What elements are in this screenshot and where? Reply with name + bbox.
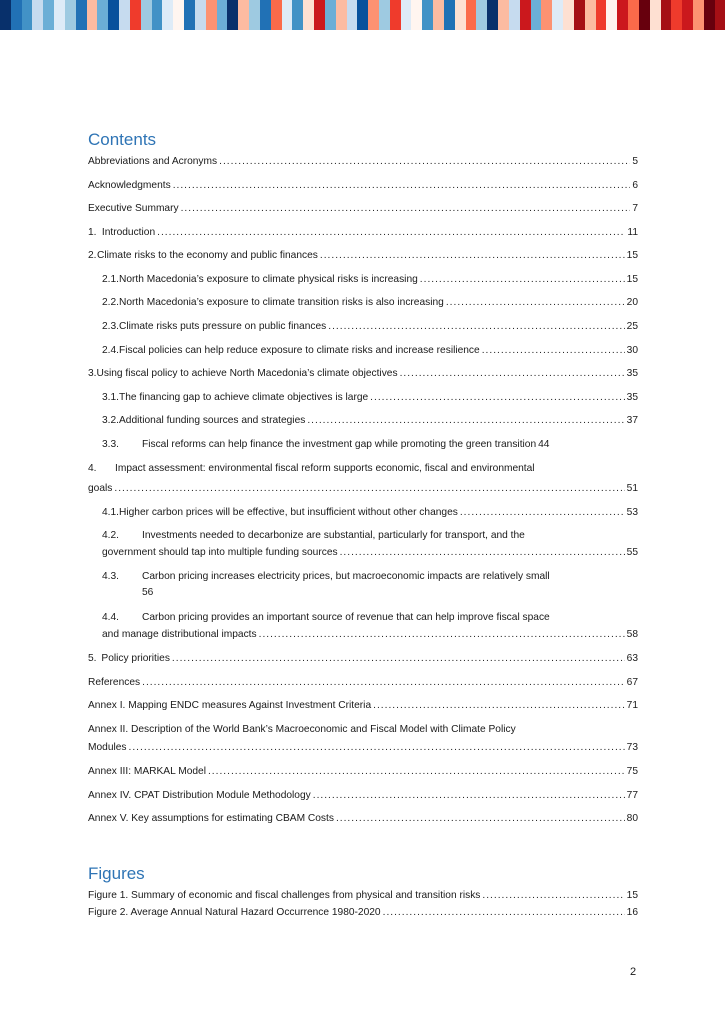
figures-heading: Figures — [88, 864, 145, 883]
toc-entry[interactable]: 3.1. The financing gap to achieve climate objectives is large ..... 35 — [88, 391, 638, 404]
stripe — [379, 0, 390, 30]
stripe — [422, 0, 433, 30]
stripe — [509, 0, 520, 30]
stripe — [162, 0, 173, 30]
stripe — [249, 0, 260, 30]
stripe — [54, 0, 65, 30]
toc-entry[interactable]: References ..... 67 — [88, 676, 638, 689]
toc-entry[interactable]: 2.3. Climate risks puts pressure on public finances ..... 25 — [88, 320, 638, 333]
stripe — [336, 0, 347, 30]
stripe — [43, 0, 54, 30]
stripe — [596, 0, 607, 30]
toc-entry[interactable]: 3.2. Additional funding sources and strategies ..... 37 — [88, 414, 638, 427]
toc-entry[interactable]: Acknowledgments ..... 6 — [88, 179, 638, 192]
toc-entry[interactable]: Annex I. Mapping ENDC measures Against Investment Criteria ..... 71 — [88, 699, 638, 712]
stripe — [574, 0, 585, 30]
stripe — [173, 0, 184, 30]
stripe — [433, 0, 444, 30]
page-number: 2 — [630, 966, 637, 978]
stripe — [292, 0, 303, 30]
stripe — [444, 0, 455, 30]
stripe — [585, 0, 596, 30]
stripe — [617, 0, 628, 30]
stripe — [206, 0, 217, 30]
stripe — [487, 0, 498, 30]
stripe — [563, 0, 574, 30]
stripe — [639, 0, 650, 30]
header-stripes — [0, 0, 725, 30]
stripe — [715, 0, 725, 30]
stripe — [271, 0, 282, 30]
toc-entry[interactable]: government should tap into multiple funding sources ..... 55 — [102, 546, 638, 559]
toc-entry[interactable]: 2. Climate risks to the economy and public finances ..... 15 — [88, 249, 638, 262]
toc-entry-line1[interactable]: 4.2. Investments needed to decarbonize are substantial, particularly for transport, and the — [102, 530, 525, 541]
stripe — [357, 0, 368, 30]
stripe — [217, 0, 228, 30]
stripe — [661, 0, 672, 30]
stripe — [76, 0, 87, 30]
stripe — [401, 0, 412, 30]
toc-entry[interactable]: 3.3. Fiscal reforms can help finance the investment gap while promoting the green transition 44 — [102, 439, 550, 450]
stripe — [606, 0, 617, 30]
stripe — [628, 0, 639, 30]
stripe — [498, 0, 509, 30]
toc-entry-line1[interactable]: Annex II. Description of the World Bank’s Macroeconomic and Fiscal Model with Climate Policy — [88, 724, 516, 735]
stripe — [520, 0, 531, 30]
stripe — [455, 0, 466, 30]
stripe — [368, 0, 379, 30]
toc-entry[interactable]: 2.1. North Macedonia’s exposure to climate physical risks is increasing ..... 15 — [88, 273, 638, 286]
figure-entry[interactable]: Figure 1. Summary of economic and fiscal challenges from physical and transition risks ..... 15 — [88, 889, 638, 902]
stripe — [227, 0, 238, 30]
figure-entry[interactable]: Figure 2. Average Annual Natural Hazard Occurrence 1980-2020 ..... 16 — [88, 906, 638, 919]
stripe — [693, 0, 704, 30]
stripe — [347, 0, 358, 30]
toc-entry-line1[interactable]: 4.3. Carbon pricing increases electricity prices, but macroeconomic impacts are relatively small — [102, 571, 550, 582]
stripe — [704, 0, 715, 30]
toc-entry[interactable]: Abbreviations and Acronyms ..... 5 — [88, 155, 638, 168]
stripe — [390, 0, 401, 30]
stripe — [97, 0, 108, 30]
toc-entry[interactable]: 3. Using fiscal policy to achieve North Macedonia’s climate objectives ..... 35 — [88, 367, 638, 380]
stripe — [682, 0, 693, 30]
contents-heading: Contents — [88, 130, 157, 149]
stripe — [476, 0, 487, 30]
toc-entry[interactable]: 2.2. North Macedonia’s exposure to climate transition risks is also increasing ..... 20 — [88, 296, 638, 309]
toc-entry-line1[interactable]: 4.4. Carbon pricing provides an important source of revenue that can help improve fiscal space — [102, 612, 550, 623]
stripe — [466, 0, 477, 30]
stripe — [119, 0, 130, 30]
toc-entry-page[interactable]: 56 — [142, 587, 154, 598]
stripe — [671, 0, 682, 30]
stripe — [541, 0, 552, 30]
stripe — [152, 0, 163, 30]
stripe — [650, 0, 661, 30]
stripe — [141, 0, 152, 30]
stripe — [87, 0, 98, 30]
stripe — [314, 0, 325, 30]
stripe — [282, 0, 293, 30]
stripe — [325, 0, 336, 30]
toc-entry[interactable]: 2.4. Fiscal policies can help reduce exposure to climate risks and increase resilience ..... 30 — [88, 344, 638, 357]
stripe — [130, 0, 141, 30]
stripe — [108, 0, 119, 30]
toc-entry[interactable]: goals ..... 51 — [88, 482, 638, 495]
stripe — [0, 0, 11, 30]
toc-entry-line1[interactable]: 4. Impact assessment: environmental fiscal reform supports economic, fiscal and environmental — [88, 463, 535, 474]
stripe — [238, 0, 249, 30]
stripe — [552, 0, 563, 30]
stripe — [531, 0, 542, 30]
toc-entry[interactable]: 1. Introduction ..... 11 — [88, 226, 638, 239]
stripe — [411, 0, 422, 30]
stripe — [260, 0, 271, 30]
stripe — [22, 0, 33, 30]
stripe — [32, 0, 43, 30]
toc-entry[interactable]: Annex V. Key assumptions for estimating CBAM Costs ..... 80 — [88, 812, 638, 825]
toc-entry[interactable]: Modules ..... 73 — [88, 741, 638, 754]
toc-entry[interactable]: 4.1. Higher carbon prices will be effective, but insufficient without other changes ..... 53 — [88, 506, 638, 519]
stripe — [184, 0, 195, 30]
toc-entry[interactable]: and manage distributional impacts ..... 58 — [102, 628, 638, 641]
stripe — [11, 0, 22, 30]
toc-entry[interactable]: Executive Summary ..... 7 — [88, 202, 638, 215]
stripe — [65, 0, 76, 30]
stripe — [303, 0, 314, 30]
stripe — [195, 0, 206, 30]
toc-entry[interactable]: 5. Policy priorities ..... 63 — [88, 652, 638, 665]
toc-entry[interactable]: Annex III: MARKAL Model ..... 75 — [88, 765, 638, 778]
toc-entry[interactable]: Annex IV. CPAT Distribution Module Methodology ..... 77 — [88, 789, 638, 802]
